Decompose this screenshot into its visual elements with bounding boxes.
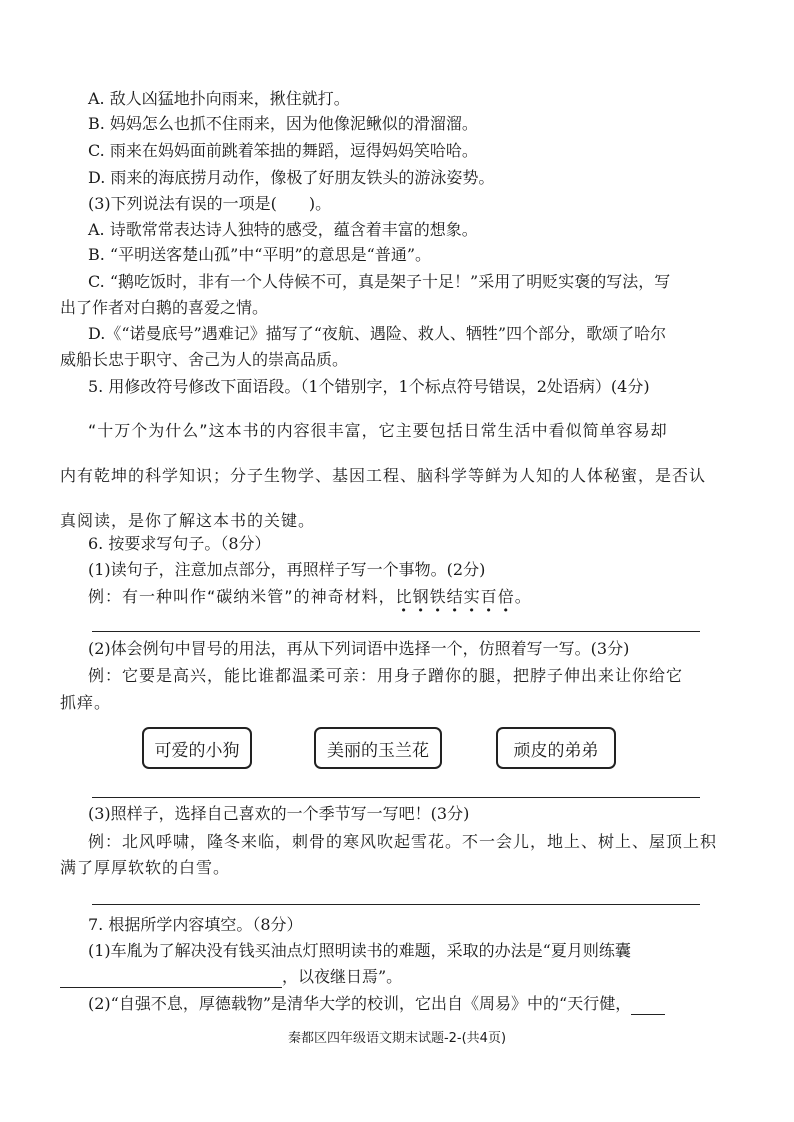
- q3-option-a: A. 诗歌常常表达诗人独特的感受，蕴含着丰富的想象。: [88, 220, 478, 239]
- q6-part-1: (1)读句子，注意加点部分，再照样子写一个事物。(2分): [88, 560, 486, 579]
- q6-example-1: [88, 586, 532, 608]
- passage-line-3: 真阅读，是你了解这本书的关键。: [60, 511, 316, 530]
- option-d: D. 雨来的海底捞月动作，像极了好朋友铁头的游泳姿势。: [88, 168, 495, 187]
- page-footer: 秦都区四年级语文期末试题-2-(共4页): [287, 1031, 507, 1046]
- q3-option-c: C. “鹅吃饭时，非有一个人侍候不可，真是架子十足！”采用了明贬实褒的写法，写: [88, 272, 671, 291]
- q3-option-d: D.《“诺曼底号”遇难记》描写了“夜航、遇险、救人、牺牲”四个部分，歌颂了哈尔: [88, 324, 667, 343]
- q3-option-b: B. “平明送客楚山孤”中“平明”的意思是“普通”。: [88, 245, 432, 264]
- question-7-heading: 7. 根据所学内容填空。（8分）: [88, 915, 303, 934]
- q6-example-3-cont: 满了厚厚软软的白雪。: [60, 858, 231, 877]
- word-box-puppy[interactable]: 可爱的小狗: [142, 727, 252, 769]
- question-6-heading: 6. 按要求写句子。（8分）: [88, 534, 271, 553]
- q7-part-1-tail: ，以夜继日焉”。: [282, 967, 403, 986]
- word-box-magnolia[interactable]: 美丽的玉兰花: [314, 727, 442, 769]
- answer-line[interactable]: [92, 904, 700, 905]
- question-5-heading: 5. 用修改符号修改下面语段。（1个错别字，1个标点符号错误，2处语病）(4分): [88, 377, 650, 396]
- passage-line-1: “十万个为什么”这本书的内容很丰富，它主要包括日常生活中看似简单容易却: [88, 421, 668, 440]
- q6-example-2-cont: 抓痒。: [60, 693, 112, 712]
- emphasis-char: 铁: [429, 587, 447, 606]
- q7-part-2: [88, 993, 665, 1015]
- word-box-brother[interactable]: 顽皮的弟弟: [496, 727, 616, 769]
- emphasis-text: [396, 587, 515, 606]
- q6-example-3: 例：北风呼啸，隆冬来临，刺骨的寒风吹起雪花。不一会儿，地上、树上、屋顶上积: [88, 832, 718, 851]
- q6-example-2: 例：它要是高兴，能比谁都温柔可亲：用身子蹭你的腿，把脖子伸出来让你给它: [88, 666, 684, 685]
- q3-option-c-cont: 出了作者对白鹅的喜爱之情。: [60, 298, 269, 317]
- example-1-end: 。: [514, 587, 532, 606]
- fill-blank[interactable]: [60, 969, 282, 988]
- emphasis-char: 钢: [412, 587, 430, 606]
- option-a: A. 敌人凶猛地扑向雨来，揪住就打。: [88, 89, 350, 108]
- emphasis-char: 结: [446, 587, 464, 606]
- answer-line[interactable]: [92, 631, 700, 632]
- emphasis-char: 倍: [497, 587, 515, 606]
- emphasis-char: 百: [480, 587, 498, 606]
- q7-part-2-text: (2)“自强不息，厚德载物”是清华大学的校训，它出自《周易》中的“天行健，: [88, 994, 632, 1013]
- example-1-text: 例：有一种叫作“碳纳米管”的神奇材料，: [88, 587, 396, 606]
- option-b: B. 妈妈怎么也抓不住雨来，因为他像泥鳅似的滑溜溜。: [88, 114, 478, 133]
- fill-blank[interactable]: [631, 996, 665, 1015]
- q6-part-3: (3)照样子，选择自己喜欢的一个季节写一写吧！(3分): [88, 804, 470, 823]
- q7-part-1-cont: [60, 966, 402, 988]
- answer-line[interactable]: [92, 797, 700, 798]
- option-c: C. 雨来在妈妈面前跳着笨拙的舞蹈，逗得妈妈笑哈哈。: [88, 141, 478, 160]
- q7-part-1: (1)车胤为了解决没有钱买油点灯照明读书的难题，采取的办法是“夏月则练囊: [88, 941, 631, 960]
- emphasis-char: 实: [463, 587, 481, 606]
- question-3-stem: (3)下列说法有误的一项是( )。: [88, 194, 332, 213]
- passage-line-2: 内有乾坤的科学知识；分子生物学、基因工程、脑科学等鲜为人知的人体秘蜜，是否认: [60, 466, 707, 485]
- emphasis-char: 比: [395, 587, 413, 606]
- q6-part-2: (2)体会例句中冒号的用法，再从下列词语中选择一个，仿照着写一写。(3分): [88, 639, 630, 658]
- q3-option-d-cont: 威船长忠于职守、舍己为人的崇高品质。: [60, 350, 349, 369]
